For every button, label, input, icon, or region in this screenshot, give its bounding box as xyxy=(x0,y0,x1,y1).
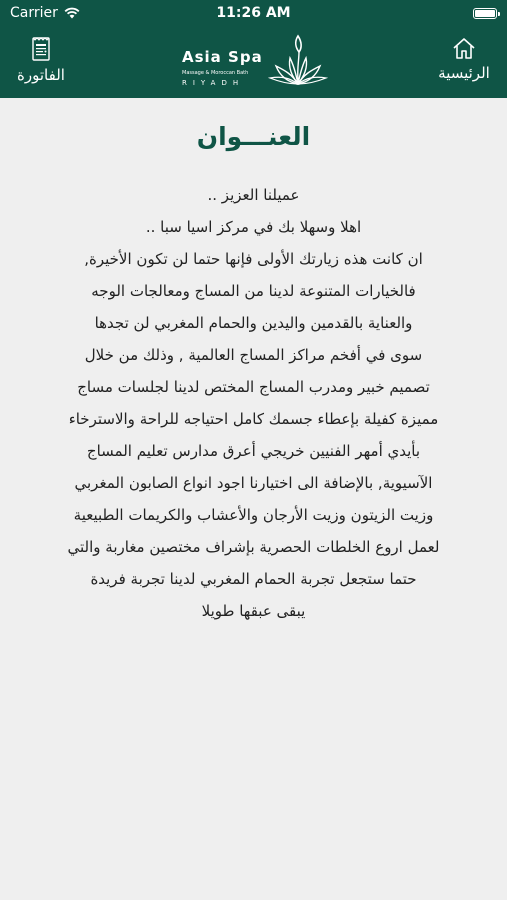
text-line: بأيدي أمهر الفنيين خريجي أعرق مدارس تعليم المساج xyxy=(86,442,421,460)
text-line: مميزة كفيلة بإعطاء جسمك كامل احتياجه للراحة والاسترخاء xyxy=(68,410,439,428)
text-line: لعمل اروع الخلطات الحصرية بإشراف مختصين مغاربة والتي xyxy=(67,538,440,556)
text-line: فالخيارات المتنوعة لدينا من المساج ومعالجات الوجه xyxy=(91,282,416,300)
home-button[interactable] xyxy=(431,36,497,82)
invoice-icon xyxy=(29,36,53,62)
logo-title: Asia Spa xyxy=(182,48,263,66)
lotus-logo-icon xyxy=(268,32,328,92)
nav-bar xyxy=(0,30,507,98)
text-line: اهلا وسهلا بك في مركز اسيا سبا .. xyxy=(145,218,362,236)
battery-fill xyxy=(475,10,495,17)
text-line: سوى في أفخم مراكز المساج العالمية , وذلك من خلال xyxy=(84,346,423,364)
invoice-label: الفاتورة xyxy=(17,66,65,84)
text-line: وزيت الزيتون وزيت الأرجان والأعشاب والكريمات الطبيعية xyxy=(73,506,434,524)
invoice-button[interactable] xyxy=(10,36,72,84)
carrier-label: Carrier xyxy=(10,5,58,21)
text-line: ان كانت هذه زيارتك الأولى فإنها حتما لن تكون الأخيرة, xyxy=(84,250,423,268)
home-icon xyxy=(451,36,477,60)
content-area xyxy=(0,98,507,627)
home-label: الرئيسية xyxy=(438,64,490,82)
logo-city: RIYADH xyxy=(182,79,245,87)
text-line: عميلنا العزيز .. xyxy=(207,186,300,204)
status-bar xyxy=(0,0,507,30)
logo xyxy=(178,32,328,94)
text-line: حتما ستجعل تجربة الحمام المغربي لدينا تجربة فريدة xyxy=(90,570,417,588)
logo-subtitle: Massage & Moroccan Bath xyxy=(182,70,249,76)
page-title: العنـــوان xyxy=(196,122,311,151)
welcome-text xyxy=(0,179,507,627)
battery-icon xyxy=(473,8,497,19)
text-line: تصميم خبير ومدرب المساج المختص لدينا لجلسات مساج xyxy=(77,378,430,396)
text-line: يبقى عبقها طويلا xyxy=(201,602,306,620)
text-line: الآسيوية, بالإضافة الى اختيارنا اجود انواع الصابون المغربي xyxy=(74,474,433,492)
status-time: 11:26 AM xyxy=(216,5,291,21)
battery-cap xyxy=(498,12,500,16)
text-line: والعناية بالقدمين واليدين والحمام المغربي لن تجدها xyxy=(94,314,413,332)
